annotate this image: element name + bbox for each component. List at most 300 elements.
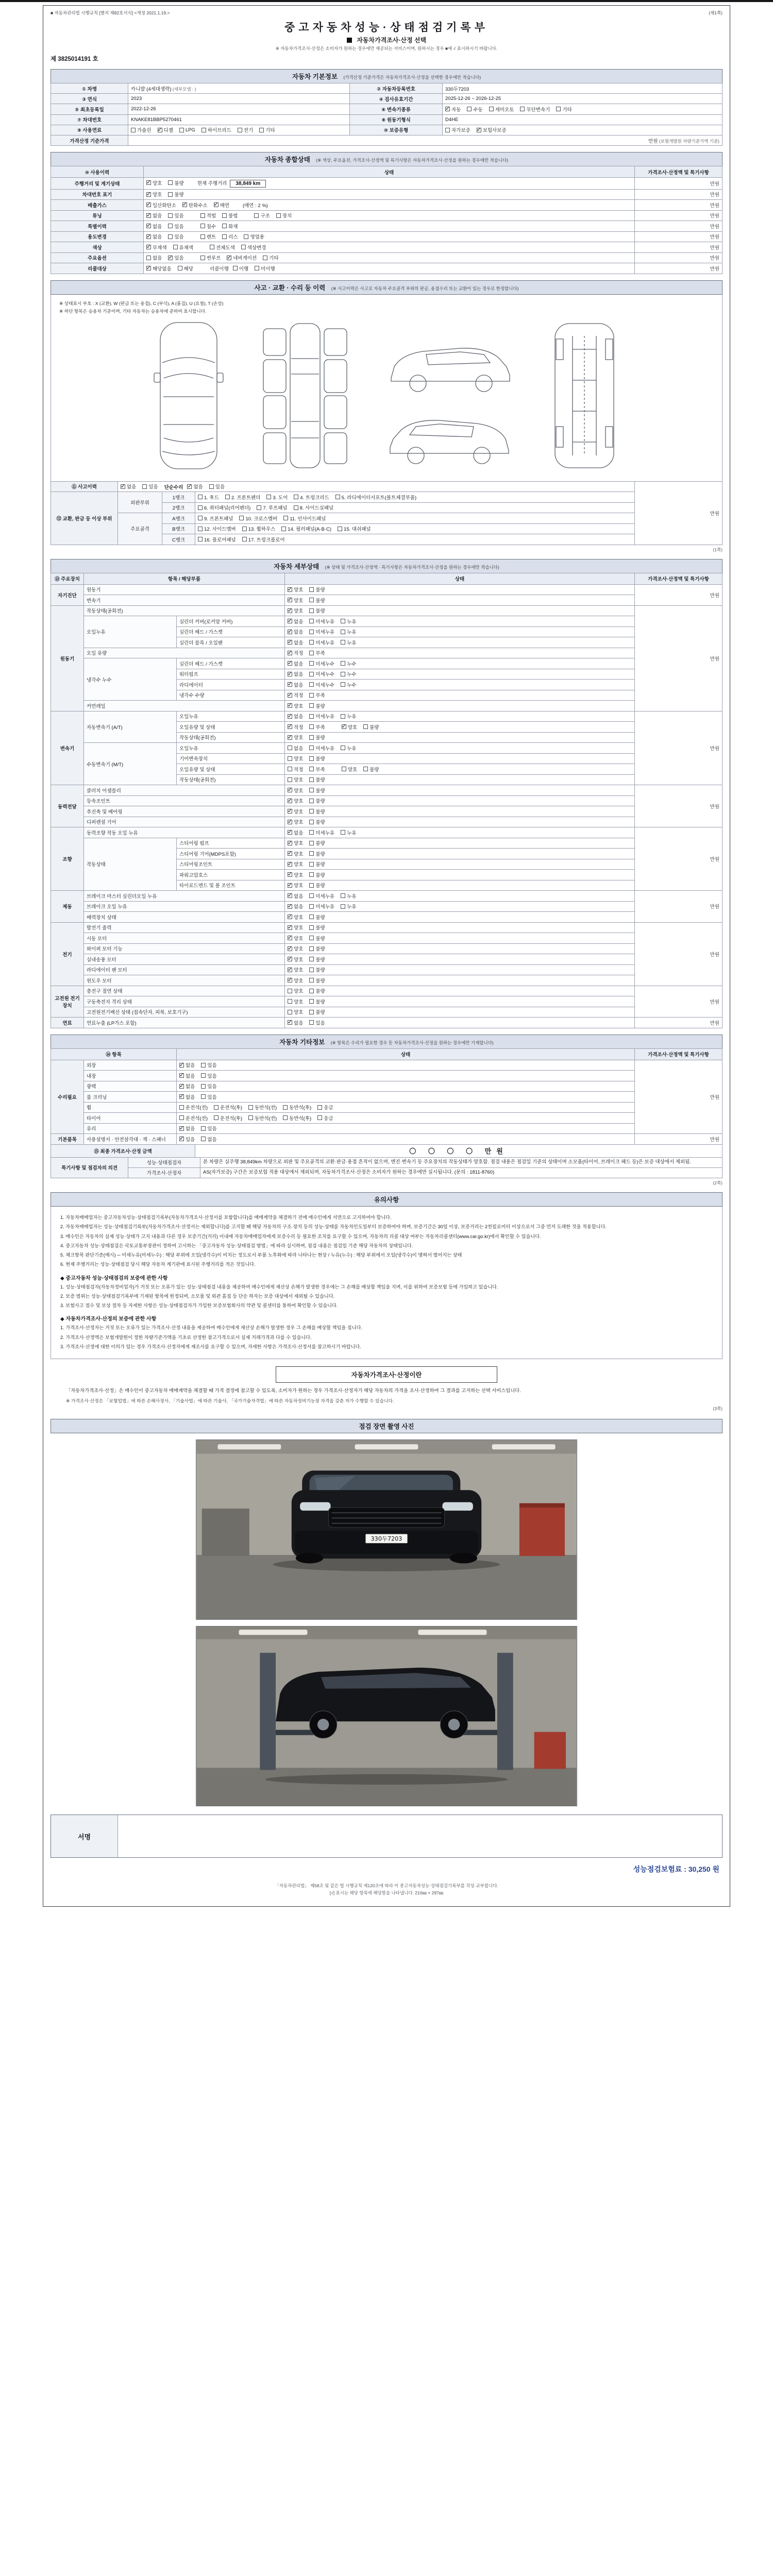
- checkbox-unchecked[interactable]: [341, 660, 356, 667]
- checkbox-checked[interactable]: [288, 871, 303, 878]
- check-group: [179, 1136, 223, 1143]
- checkbox-label: 양호: [294, 946, 304, 952]
- checkbox-unchecked[interactable]: [201, 1061, 216, 1069]
- check-group: [198, 504, 340, 511]
- checkbox-checked[interactable]: [288, 618, 303, 625]
- checkbox-unchecked[interactable]: [281, 525, 331, 532]
- checkbox-unchecked[interactable]: [309, 829, 334, 836]
- checkbox-label: 있음: [207, 1094, 217, 1100]
- checkbox-checked[interactable]: [288, 723, 303, 731]
- checkbox-unchecked[interactable]: [309, 987, 325, 994]
- checkbox-unchecked[interactable]: [309, 808, 325, 815]
- checkbox-unchecked[interactable]: [200, 233, 216, 240]
- checkbox-unchecked[interactable]: [168, 233, 183, 240]
- checkbox-unchecked[interactable]: [241, 244, 266, 251]
- checkbox-label: 양호: [294, 703, 304, 709]
- etc-item-label: 유리: [84, 1123, 177, 1134]
- checkbox-label: 양호: [294, 799, 304, 804]
- checkbox-checked[interactable]: [179, 1072, 195, 1079]
- checkbox-label: 미이행: [261, 266, 275, 272]
- checkbox-unchecked[interactable]: [168, 191, 183, 198]
- checkbox-unchecked[interactable]: [198, 515, 233, 522]
- checkbox-checked[interactable]: [288, 977, 303, 984]
- check-group: [288, 766, 385, 773]
- checkbox-unchecked[interactable]: [179, 1104, 208, 1111]
- etc-item-label: 타이어: [84, 1113, 177, 1124]
- checkbox-box: [309, 999, 314, 1004]
- checkbox-unchecked[interactable]: [200, 223, 216, 230]
- checkbox-unchecked[interactable]: [294, 504, 334, 511]
- device-part-label: 오일유량 및 상태: [177, 764, 285, 775]
- notice-item: 1. 성능·상태점검자(자동차정비업자)가 거짓 또는 오류가 있는 성능·상태점검 내용을 제공하여 매수인에게 재산상 손해가 발생한 경우에는 그 손해를 배상할 책임을 지며, 이를 위하여 보증보험 등에 가입하고 있습니다.: [60, 1284, 498, 1290]
- check-group: [288, 628, 362, 635]
- checkbox-unchecked[interactable]: [201, 1082, 216, 1090]
- check-group: [288, 744, 362, 752]
- checkbox-unchecked[interactable]: [341, 670, 356, 677]
- checkbox-box: [146, 266, 151, 270]
- checkbox-unchecked[interactable]: [200, 212, 216, 219]
- checkbox-box: [200, 234, 205, 239]
- checkbox-unchecked[interactable]: [309, 977, 325, 984]
- etc-item-label: 룸 크리닝: [84, 1092, 177, 1103]
- price-survey-select[interactable]: [51, 36, 722, 44]
- checkbox-box: [288, 914, 292, 919]
- checkbox-checked[interactable]: [146, 212, 162, 219]
- checkbox-unchecked[interactable]: [210, 244, 235, 251]
- checkbox-unchecked[interactable]: [309, 913, 325, 921]
- checkbox-box: [288, 724, 292, 729]
- checkbox-checked[interactable]: [288, 787, 303, 794]
- checkbox-unchecked[interactable]: [309, 776, 325, 783]
- checkbox-checked[interactable]: [288, 892, 303, 900]
- checkbox-unchecked[interactable]: [178, 265, 193, 272]
- checkbox-box: [173, 245, 178, 249]
- checkbox-unchecked[interactable]: [556, 106, 572, 113]
- checkbox-box: [222, 213, 227, 218]
- checkbox-unchecked[interactable]: [341, 681, 356, 688]
- checkbox-checked[interactable]: [288, 829, 303, 836]
- checkbox-unchecked[interactable]: [341, 903, 356, 910]
- check-group: [288, 892, 362, 900]
- checkbox-unchecked[interactable]: [288, 766, 303, 773]
- checkbox-unchecked[interactable]: [179, 1114, 208, 1122]
- checkbox-label: 누유: [347, 714, 357, 720]
- checkbox-box: [341, 619, 345, 623]
- checkbox-unchecked[interactable]: [309, 766, 325, 773]
- checkbox-unchecked[interactable]: [309, 882, 325, 889]
- value-text: (매연 : 2 %): [242, 203, 268, 209]
- checkbox-unchecked[interactable]: [242, 525, 276, 532]
- checkbox-unchecked[interactable]: [309, 755, 325, 762]
- checkbox-unchecked[interactable]: [309, 860, 325, 868]
- checkbox-label: 1. 후드: [204, 495, 219, 501]
- usage-item-label: 차대번호 표기: [51, 189, 144, 200]
- checkbox-checked[interactable]: [288, 713, 303, 720]
- checkbox-checked[interactable]: [182, 201, 208, 209]
- checkbox-unchecked[interactable]: [309, 586, 325, 593]
- checkbox-unchecked[interactable]: [309, 681, 334, 688]
- device-part-label: 작동상태(공회전): [177, 732, 285, 743]
- checkbox-checked[interactable]: [121, 483, 136, 490]
- checkbox-checked[interactable]: [179, 1082, 195, 1090]
- signature-box[interactable]: [51, 1815, 722, 1858]
- device-group-label: 제동: [51, 891, 84, 923]
- checkbox-box: [338, 527, 342, 531]
- check-group: [288, 660, 362, 667]
- checkbox-checked[interactable]: [288, 935, 303, 942]
- checkbox-unchecked[interactable]: [341, 618, 356, 625]
- checkbox-checked[interactable]: [288, 903, 303, 910]
- device-item-label: 구동축전지 격리 상태: [84, 996, 285, 1007]
- checkbox-checked[interactable]: [342, 723, 357, 731]
- checkbox-box: [288, 672, 292, 676]
- checkbox-unchecked[interactable]: [467, 106, 482, 113]
- checkbox-unchecked[interactable]: [309, 1008, 325, 1015]
- checkbox-unchecked[interactable]: [309, 639, 334, 646]
- checkbox-unchecked[interactable]: [233, 265, 248, 272]
- checkbox-unchecked[interactable]: [214, 1114, 242, 1122]
- checkbox-checked[interactable]: [227, 254, 257, 261]
- checkbox-unchecked[interactable]: [309, 892, 334, 900]
- checkbox-checked[interactable]: [187, 483, 203, 490]
- checkbox-checked[interactable]: [288, 945, 303, 952]
- checkbox-label: 있음: [207, 1126, 217, 1132]
- checkbox-unchecked[interactable]: [317, 1114, 333, 1122]
- checkbox-unchecked[interactable]: [309, 850, 325, 857]
- checkbox-checked[interactable]: [288, 681, 303, 688]
- checkbox-unchecked[interactable]: [222, 212, 238, 219]
- checkbox-unchecked[interactable]: [335, 494, 416, 501]
- checkbox-unchecked[interactable]: [254, 212, 270, 219]
- field-note: (보험개발원 차량기준가액 기준): [658, 138, 719, 144]
- checkbox-checked[interactable]: [179, 1136, 195, 1143]
- checkbox-checked[interactable]: [288, 839, 303, 846]
- checkbox-unchecked[interactable]: [198, 525, 236, 532]
- checkbox-unchecked[interactable]: [309, 871, 325, 878]
- checkbox-unchecked[interactable]: [341, 892, 356, 900]
- checkbox-box: [341, 714, 345, 719]
- checkbox-checked[interactable]: [146, 179, 162, 187]
- checkbox-unchecked[interactable]: [173, 244, 194, 251]
- insurance-fee-label: 성능점검보험료 :: [633, 1865, 686, 1874]
- checkbox-unchecked[interactable]: [201, 1093, 216, 1100]
- checkbox-checked[interactable]: [288, 924, 303, 931]
- checkbox-box: [341, 904, 345, 909]
- checkbox-checked[interactable]: [146, 201, 176, 209]
- checkbox-unchecked[interactable]: [363, 766, 379, 773]
- checkbox-checked[interactable]: [288, 734, 303, 741]
- status-cell: [285, 595, 635, 606]
- checkbox-unchecked[interactable]: [168, 212, 183, 219]
- checkbox-unchecked[interactable]: [179, 127, 195, 133]
- checkbox-unchecked[interactable]: [520, 106, 550, 113]
- checkbox-unchecked[interactable]: [214, 1104, 242, 1111]
- checkbox-unchecked[interactable]: [142, 483, 158, 490]
- checkbox-box: [288, 661, 292, 666]
- checkbox-unchecked[interactable]: [257, 504, 287, 511]
- status-cell: [177, 1092, 635, 1103]
- checkbox-label: 렌트: [206, 234, 216, 240]
- checkbox-unchecked[interactable]: [317, 1104, 333, 1111]
- checkbox-unchecked[interactable]: [198, 536, 236, 543]
- checkbox-unchecked[interactable]: [309, 818, 325, 825]
- checkbox-unchecked[interactable]: [338, 525, 371, 532]
- checkbox-box: [179, 1105, 184, 1110]
- checkbox-box: [281, 527, 286, 531]
- checkbox-box: [309, 936, 314, 940]
- checkbox-unchecked[interactable]: [200, 254, 221, 261]
- device-item-label: 충전구 절연 상태: [84, 986, 285, 996]
- checkbox-unchecked[interactable]: [309, 1019, 325, 1026]
- checkbox-unchecked[interactable]: [309, 723, 325, 731]
- checkbox-label: 불량: [315, 862, 325, 868]
- checkbox-label: 부족: [315, 693, 325, 699]
- checkbox-label: 미세누유: [315, 745, 335, 752]
- checkbox-unchecked[interactable]: [222, 233, 238, 240]
- amount-cell: 만원: [635, 1060, 722, 1134]
- checkbox-unchecked[interactable]: [309, 903, 334, 910]
- device-item-label: 브레이크 오일 누유: [84, 901, 285, 912]
- checkbox-label: 미세누유: [315, 619, 335, 625]
- status-cell: [285, 943, 635, 954]
- checkbox-checked[interactable]: [179, 1125, 195, 1132]
- checkbox-checked[interactable]: [146, 223, 162, 230]
- checkbox-unchecked[interactable]: [309, 618, 334, 625]
- checkbox-label: 불량: [315, 598, 325, 604]
- checkbox-unchecked[interactable]: [198, 504, 250, 511]
- insurance-fee-line: [54, 1864, 719, 1874]
- signature-label: 서명: [51, 1815, 118, 1857]
- checkbox-checked[interactable]: [288, 850, 303, 857]
- checkbox-label: 16. 플로어패널: [204, 537, 236, 543]
- checkbox-unchecked[interactable]: [283, 515, 326, 522]
- column-header: 가격조사·산정액 및 특기사항: [635, 166, 722, 178]
- checkbox-checked[interactable]: [146, 244, 167, 251]
- checkbox-checked[interactable]: [288, 607, 303, 614]
- checkbox-unchecked[interactable]: [168, 179, 183, 187]
- checkbox-box: [288, 714, 292, 719]
- checkbox-unchecked[interactable]: [238, 126, 253, 133]
- checkbox-unchecked[interactable]: [309, 797, 325, 804]
- checkbox-unchecked[interactable]: [255, 265, 275, 272]
- checkbox-checked[interactable]: [288, 808, 303, 815]
- column-header: ⑩ 사용이력: [51, 166, 144, 178]
- checkbox-checked[interactable]: [146, 233, 162, 240]
- checkbox-unchecked[interactable]: [209, 483, 225, 490]
- checkbox-unchecked[interactable]: [288, 1008, 303, 1015]
- checkbox-unchecked[interactable]: [309, 935, 325, 942]
- checkbox-label: 없음: [294, 672, 304, 677]
- checkbox-label: 적법: [206, 213, 216, 219]
- checkbox-unchecked[interactable]: [309, 966, 325, 973]
- checkbox-unchecked[interactable]: [341, 829, 356, 836]
- checkbox-unchecked[interactable]: [259, 126, 275, 133]
- checkbox-checked[interactable]: [288, 966, 303, 973]
- notice-item: 6. 현재 주행거리는 성능·상태점검 당시 해당 자동차 계기판에 표시된 주행거리를 적은 것입니다.: [60, 1262, 256, 1267]
- checkbox-checked[interactable]: [288, 797, 303, 804]
- checkbox-checked[interactable]: [288, 1019, 303, 1026]
- checkbox-label: 장치: [282, 213, 292, 219]
- checkbox-unchecked[interactable]: [309, 691, 325, 699]
- check-group: [288, 924, 331, 931]
- checkbox-label: 불량: [315, 989, 325, 994]
- checkbox-unchecked[interactable]: [248, 1114, 277, 1122]
- usage-item-label: 특별이력: [51, 221, 144, 232]
- checkbox-checked[interactable]: [146, 265, 172, 272]
- checkbox-unchecked[interactable]: [309, 628, 334, 635]
- checkbox-label: 자가보증: [451, 128, 470, 133]
- checkbox-checked[interactable]: [146, 191, 162, 198]
- checkbox-box: [288, 841, 292, 845]
- checkbox-checked[interactable]: [288, 913, 303, 921]
- checkbox-checked[interactable]: [288, 670, 303, 677]
- checkbox-box: [288, 946, 292, 951]
- checkbox-unchecked[interactable]: [201, 1072, 216, 1079]
- checkbox-unchecked[interactable]: [146, 254, 162, 261]
- checkbox-unchecked[interactable]: [283, 1104, 311, 1111]
- checkbox-unchecked[interactable]: [342, 766, 357, 773]
- status-cell: [144, 242, 635, 253]
- checkbox-unchecked[interactable]: [288, 744, 303, 752]
- notice-item: 2. 자동차매매업자는 성능·상태점검기록부(자동차가격조사·산정서는 제외합니다)를 고지할 때 해당 자동차의 구조·장치 등의 성능·상태를 자동차인도일부터 보증하여야 하며, 보증기간은 30일 이상, 보증거리는 2천킬로미터 이상으로서 그중 먼저 도래한 것을 적용합니다.: [60, 1224, 607, 1230]
- checkbox-unchecked[interactable]: [288, 755, 303, 762]
- checkbox-box: [309, 714, 314, 719]
- checkbox-checked[interactable]: [288, 691, 303, 699]
- checkbox-checked[interactable]: [288, 860, 303, 868]
- checkbox-unchecked[interactable]: [309, 945, 325, 952]
- checkbox-unchecked[interactable]: [276, 212, 292, 219]
- checkbox-unchecked[interactable]: [131, 126, 152, 133]
- checkbox-checked[interactable]: [477, 126, 507, 133]
- checkbox-checked[interactable]: [288, 649, 303, 656]
- checkbox-checked[interactable]: [288, 586, 303, 593]
- checkbox-unchecked[interactable]: [283, 1114, 311, 1122]
- checkbox-box: [288, 989, 292, 993]
- page-marker-1: (1쪽): [713, 547, 722, 552]
- amount-cell: 만원: [635, 584, 722, 605]
- checkbox-unchecked[interactable]: [309, 660, 334, 667]
- checkbox-checked[interactable]: [158, 126, 173, 133]
- checkbox-box: [168, 256, 173, 260]
- checkbox-box: [179, 128, 184, 132]
- checkbox-unchecked[interactable]: [309, 998, 325, 1005]
- checkbox-label: 기타: [562, 107, 572, 113]
- checkbox-unchecked[interactable]: [309, 670, 334, 677]
- check-group: [288, 882, 331, 889]
- checkbox-unchecked[interactable]: [309, 597, 325, 604]
- exchange-panel-label: ⑫ 교환, 판금 등 이상 부위: [51, 492, 118, 545]
- checkbox-unchecked[interactable]: [168, 223, 183, 230]
- checkbox-checked[interactable]: [288, 660, 303, 667]
- checkbox-unchecked[interactable]: [309, 924, 325, 931]
- checkbox-unchecked[interactable]: [242, 536, 285, 543]
- checkbox-unchecked[interactable]: [222, 223, 238, 230]
- checkbox-box: [198, 505, 203, 510]
- checkbox-checked[interactable]: [214, 201, 229, 209]
- checkbox-box: [200, 256, 205, 260]
- checkbox-unchecked[interactable]: [239, 515, 277, 522]
- section-photos-title: 점검 장면 촬영 사진: [359, 1423, 414, 1431]
- checkbox-box: [238, 128, 242, 132]
- checkbox-unchecked[interactable]: [288, 987, 303, 994]
- checkbox-checked[interactable]: [445, 106, 461, 113]
- checkbox-label: 양호: [294, 587, 304, 593]
- checkbox-unchecked[interactable]: [341, 713, 356, 720]
- checkbox-box: [146, 224, 151, 228]
- checkbox-unchecked[interactable]: [341, 628, 356, 635]
- checkbox-unchecked[interactable]: [266, 494, 288, 501]
- checkbox-unchecked[interactable]: [309, 649, 325, 656]
- checkbox-unchecked[interactable]: [309, 734, 325, 741]
- signature-space[interactable]: [118, 1815, 722, 1857]
- checkbox-label: 적정: [294, 651, 304, 656]
- checkbox-unchecked[interactable]: [341, 639, 356, 646]
- status-cell: [144, 178, 635, 190]
- checkbox-unchecked[interactable]: [309, 956, 325, 963]
- checkbox-unchecked[interactable]: [309, 839, 325, 846]
- checkbox-box: [309, 809, 314, 814]
- status-cell: [285, 616, 635, 627]
- amount-cell: 만원: [635, 231, 722, 242]
- checkbox-checked[interactable]: [288, 639, 303, 646]
- checkbox-unchecked[interactable]: [445, 126, 470, 133]
- checkbox-checked[interactable]: [288, 628, 303, 635]
- checkbox-box: [227, 256, 231, 260]
- checkbox-checked[interactable]: [168, 254, 183, 261]
- device-part-label: 파워고압호스: [177, 870, 285, 880]
- checkbox-unchecked[interactable]: [263, 254, 278, 261]
- checkbox-unchecked[interactable]: [288, 998, 303, 1005]
- checkbox-unchecked[interactable]: [309, 787, 325, 794]
- checkbox-label: 미세누유: [315, 830, 335, 836]
- status-cell: [285, 701, 635, 711]
- checkbox-unchecked[interactable]: [201, 126, 231, 133]
- checkbox-unchecked[interactable]: [309, 744, 334, 752]
- checkbox-label: 양호: [294, 1010, 304, 1015]
- checkbox-unchecked[interactable]: [225, 494, 260, 501]
- checkbox-unchecked[interactable]: [244, 233, 264, 240]
- checkbox-checked[interactable]: [288, 882, 303, 889]
- checkbox-unchecked[interactable]: [309, 702, 325, 709]
- checkbox-box: [146, 192, 151, 197]
- checkbox-label: 있음: [174, 256, 184, 261]
- checkbox-label: 없음: [294, 640, 304, 646]
- checkbox-checked[interactable]: [288, 956, 303, 963]
- checkbox-unchecked[interactable]: [248, 1104, 277, 1111]
- checkbox-unchecked[interactable]: [309, 607, 325, 614]
- checkbox-checked[interactable]: [179, 1061, 195, 1069]
- device-item-label: 작동상태(공회전): [84, 605, 285, 616]
- checkbox-unchecked[interactable]: [363, 723, 379, 731]
- device-item-label: 라디에이터 팬 모터: [84, 964, 285, 975]
- checkbox-checked[interactable]: [288, 702, 303, 709]
- checkbox-checked[interactable]: [288, 818, 303, 825]
- checkbox-unchecked[interactable]: [341, 744, 356, 752]
- checkbox-unchecked[interactable]: [201, 1125, 216, 1132]
- checkbox-unchecked[interactable]: [198, 494, 219, 501]
- checkbox-unchecked[interactable]: [489, 106, 514, 113]
- checkbox-unchecked[interactable]: [288, 776, 303, 783]
- checkbox-box: [288, 999, 292, 1004]
- checkbox-unchecked[interactable]: [294, 494, 329, 501]
- checkbox-box: [201, 1084, 206, 1089]
- checkbox-checked[interactable]: [179, 1093, 195, 1100]
- checkbox-unchecked[interactable]: [309, 713, 334, 720]
- checkbox-label: 기타: [265, 128, 275, 133]
- checkbox-unchecked[interactable]: [201, 1136, 216, 1143]
- checkbox-checked[interactable]: [288, 597, 303, 604]
- checkbox-label: 양호: [294, 872, 304, 878]
